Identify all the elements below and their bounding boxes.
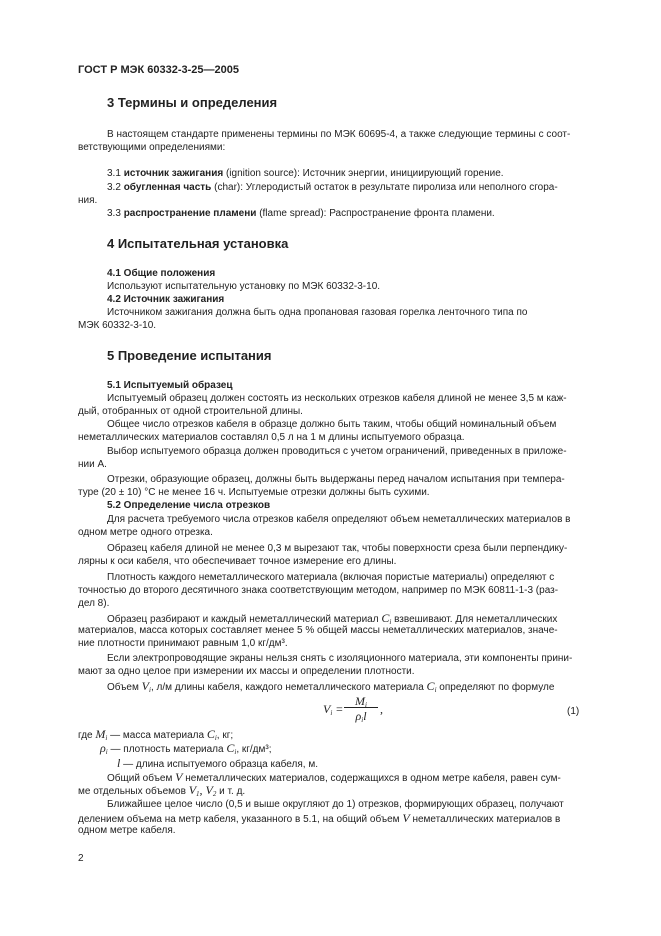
section-3-heading: 3 Термины и определения bbox=[107, 95, 278, 110]
term-3-2-cont: ния. bbox=[78, 195, 98, 206]
term-3-2-name: обугленная часть bbox=[123, 182, 212, 193]
s5-p6-line-2: лярны к оси кабеля, что обеспечивает точное измерение его длины. bbox=[78, 556, 397, 567]
section-3-intro-line-2: ветствующими определениями: bbox=[78, 142, 226, 153]
formula-numerator: $M_i$ bbox=[355, 694, 367, 709]
term-3-1-name: источник зажигания bbox=[123, 168, 224, 179]
formula-fraction-bar bbox=[344, 707, 378, 708]
formula-lhs: $V_i$ = bbox=[323, 702, 344, 717]
s5-p6-line-1: Образец кабеля длиной не менее 0,3 м вырезают так, чтобы поверхности среза были перпендику- bbox=[107, 543, 568, 554]
s5-p4-line-1: Отрезки, образующие образец, должны быть выдержаны перед началом испытания при темпера- bbox=[107, 474, 565, 485]
formula-number: (1) bbox=[567, 706, 580, 717]
s5-p9-line-2: мают за одно целое при измерении их массы и определении плотности. bbox=[78, 666, 415, 677]
page-number: 2 bbox=[78, 853, 84, 864]
subsection-5-1: 5.1 Испытуемый образец bbox=[107, 380, 233, 391]
s5-p2-line-1: Общее число отрезков кабеля в образце должно быть таким, чтобы общий номинальный объем bbox=[107, 419, 557, 430]
s5-p12-line-3: одном метре кабеля. bbox=[78, 825, 176, 836]
s5-p10-line: Объем $V_i$, л/м длины кабеля, каждого неметаллического материала $C_i$ определяют по формуле bbox=[107, 679, 555, 694]
term-3-3: 3.3 распространение пламени (flame spread): Распространение фронта пламени. bbox=[107, 208, 495, 219]
term-3-2: 3.2 обугленная часть (char): Углеродистый остаток в результате пиролиза или неполного сгора- bbox=[107, 182, 558, 193]
s5-p8-line-3: ние плотности принимают равным 1,0 кг/дм³. bbox=[78, 638, 288, 649]
formula-denominator: $\rho_il$ bbox=[355, 709, 367, 724]
s5-p7-line-3: дел 8). bbox=[78, 598, 110, 609]
symbol-V-i: $V_i$ bbox=[141, 679, 151, 694]
document-header: ГОСТ Р МЭК 60332-3-25—2005 bbox=[78, 64, 239, 76]
term-3-3-name: распространение пламени bbox=[123, 208, 257, 219]
s5-p3-line-2: нии А. bbox=[78, 459, 107, 470]
section-4-2-line-2: МЭК 60332-3-10. bbox=[78, 320, 157, 331]
s5-p5-line-2: одном метре одного отрезка. bbox=[78, 527, 213, 538]
section-4-heading: 4 Испытательная установка bbox=[107, 236, 289, 251]
s5-p5-line-1: Для расчета требуемого числа отрезков кабеля определяют объем неметаллических материалов в bbox=[107, 514, 571, 525]
s5-p1-line-1: Испытуемый образец должен состоять из нескольких отрезков кабеля длиной не менее 3,5 м каж- bbox=[107, 393, 567, 404]
s5-p7-line-2: точностью до второго десятичного знака соответствующим методом, например по МЭК 60811-1-3 (раз- bbox=[78, 585, 559, 596]
section-4-1-text: Используют испытательную установку по МЭК 60332-3-10. bbox=[107, 281, 381, 292]
s5-p11-line-1: Общий объем V неметаллических материалов, содержащихся в одном метре кабеля, равен сум- bbox=[107, 770, 561, 784]
s5-p7-line-1: Плотность каждого неметаллического материала (включая пористые материалы) определяют с bbox=[107, 572, 555, 583]
section-5-heading: 5 Проведение испытания bbox=[107, 348, 272, 363]
subsection-4-1: 4.1 Общие положения bbox=[107, 268, 216, 279]
s5-p12-line-1: Ближайшее целое число (0,5 и выше округляют до 1) отрезков, формирующих образец, получают bbox=[107, 799, 564, 810]
term-3-1: 3.1 источник зажигания (ignition source): Источник энергии, инициирующий горение. bbox=[107, 168, 504, 179]
formula-comma: , bbox=[380, 702, 383, 716]
s5-p1-line-2: дый, отобранных от одной строительной длины. bbox=[78, 406, 303, 417]
symbol-C-i: $C_i$ bbox=[381, 611, 392, 626]
s5-p9-line-1: Если электропроводящие экраны нельзя снять с изоляционного материала, эти компоненты прини- bbox=[107, 653, 573, 664]
s5-p2-line-2: неметаллических материалов составлял 0,5 л на 1 м длины испытуемого образца. bbox=[78, 432, 465, 443]
s5-p8-line-1: Образец разбирают и каждый неметаллический материал $C_i$ взвешивают. Для неметаллических bbox=[107, 611, 558, 626]
s5-p4-line-2: туре (20 ± 10) °С не менее 16 ч. Испытуемые отрезки должны быть сухими. bbox=[78, 487, 430, 498]
section-4-2-line-1: Источником зажигания должна быть одна пропановая газовая горелка ленточного типа по bbox=[107, 307, 528, 318]
symbol-C-i-2: $C_i$ bbox=[426, 679, 437, 694]
section-3-intro-line-1: В настоящем стандарте применены термины по МЭК 60695-4, а также следующие термины с соот- bbox=[107, 129, 571, 140]
where-line-3: l — длина испытуемого образца кабеля, м. bbox=[117, 756, 318, 770]
s5-p11-line-2: ме отдельных объемов $V_1$, $V_2$ и т. д. bbox=[78, 783, 246, 798]
s5-p8-line-2: материалов, масса которых составляет менее 5 % общей массы неметаллических материалов, значе- bbox=[78, 625, 558, 636]
s5-p3-line-1: Выбор испытуемого образца должен проводиться с учетом ограничений, приведенных в приложе- bbox=[107, 446, 567, 457]
where-line-2: $\rho_i$ — плотность материала $C_i$, кг/дм³; bbox=[100, 741, 272, 756]
s5-p12-line-2: делением объема на метр кабеля, указанного в 5.1, на общий объем V неметаллических материалов в bbox=[78, 811, 561, 825]
subsection-4-2: 4.2 Источник зажигания bbox=[107, 294, 225, 305]
where-line-1: где $M_i$ — масса материала $C_i$, кг; bbox=[78, 727, 234, 742]
subsection-5-2: 5.2 Определение числа отрезков bbox=[107, 500, 271, 511]
